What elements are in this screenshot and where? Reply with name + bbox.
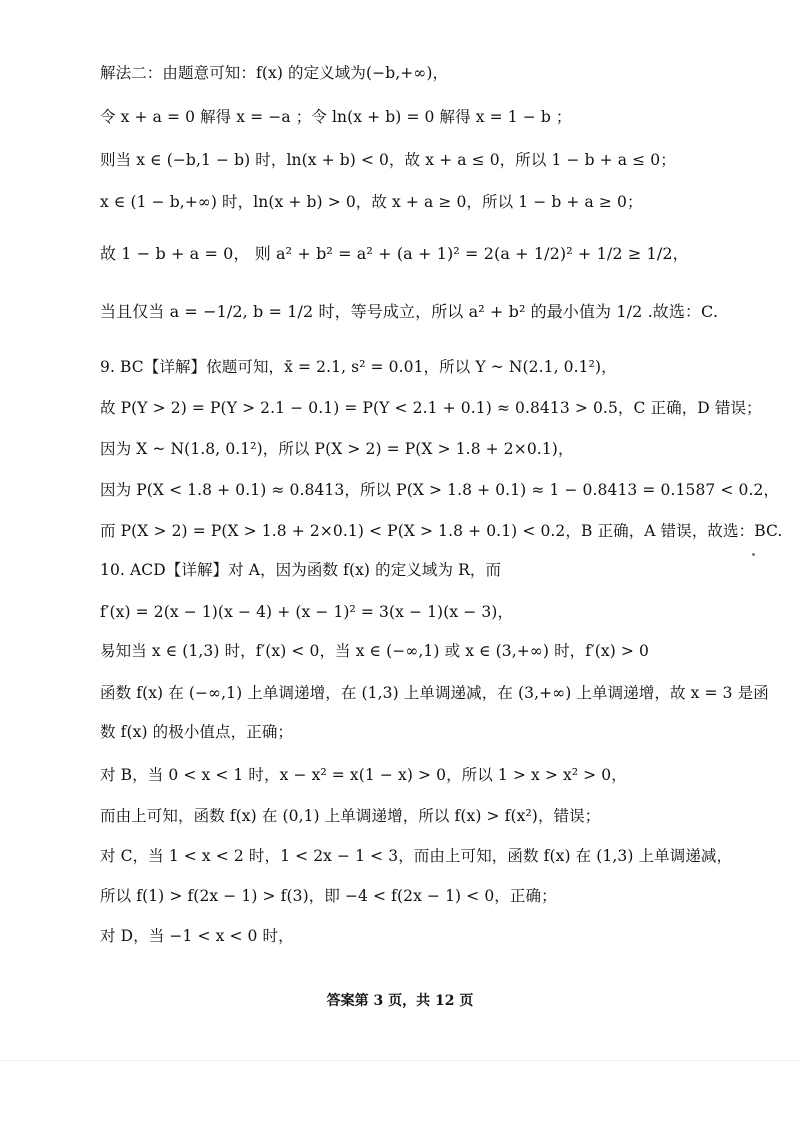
problem-9-line: 因为 P(X < 1.8 + 0.1) ≈ 0.8413，所以 P(X > 1.8 + 0.1) ≈ 1 − 0.8413 = 0.1587 < 0.2， (100, 481, 780, 499)
solution-line: 故 1 − b + a = 0， 则 a² + b² = a² + (a + 1)² = 2(a + 1/2)² + 1/2 ≥ 1/2， (100, 244, 689, 263)
page-footer: 答案第 3 页，共 12 页 (326, 993, 474, 1009)
problem-10-line: 函数 f(x) 在 (−∞,1) 上单调递增，在 (1,3) 上单调递减，在 (3,+∞) 上单调递增，故 x = 3 是函 (100, 684, 769, 702)
scan-edge-divider (0, 1060, 800, 1061)
problem-9-line: 故 P(Y > 2) = P(Y > 2.1 − 0.1) = P(Y < 2.1 + 0.1) ≈ 0.8413 > 0.5，C 正确，D 错误； (100, 399, 762, 417)
problem-9-header: 9. BC【详解】依题可知，x̄ = 2.1, s² = 0.01，所以 Y ~ N(2.1, 0.1²)， (100, 358, 617, 376)
problem-10-part-b: 而由上可知，函数 f(x) 在 (0,1) 上单调递增，所以 f(x) > f(x²)，错误； (100, 807, 601, 825)
solution-line: x ∈ (1 − b,+∞) 时，ln(x + b) > 0，故 x + a ≥ 0，所以 1 − b + a ≥ 0； (100, 193, 643, 211)
solution-conclusion-line: 当且仅当 a = −1/2, b = 1/2 时，等号成立，所以 a² + b² 的最小值为 1/2 .故选：C. (100, 302, 719, 321)
problem-10-part-b: 对 B，当 0 < x < 1 时，x − x² = x(1 − x) > 0，所以 1 > x > x² > 0， (100, 766, 627, 784)
problem-9-conclusion: 而 P(X > 2) = P(X > 1.8 + 2×0.1) < P(X > 1.8 + 0.1) < 0.2，B 正确，A 错误，故选：BC. (100, 522, 783, 540)
problem-10-part-c: 对 C，当 1 < x < 2 时，1 < 2x − 1 < 3，而由上可知，函数 f(x) 在 (1,3) 上单调递减， (100, 847, 733, 865)
problem-9-line: 因为 X ~ N(1.8, 0.1²)，所以 P(X > 2) = P(X > 1.8 + 2×0.1)， (100, 440, 574, 458)
problem-10-part-d: 对 D，当 −1 < x < 0 时， (100, 927, 294, 945)
solution-method-two-line: 解法二：由题意可知：f(x) 的定义域为(−b,+∞)， (100, 64, 449, 82)
scan-speck (752, 553, 755, 556)
problem-10-line: 易知当 x ∈ (1,3) 时，f′(x) < 0，当 x ∈ (−∞,1) 或 x ∈ (3,+∞) 时，f′(x) > 0 (100, 642, 649, 660)
solution-line: 则当 x ∈ (−b,1 − b) 时，ln(x + b) < 0，故 x + a ≤ 0，所以 1 − b + a ≤ 0； (100, 151, 676, 169)
problem-10-header: 10. ACD【详解】对 A，因为函数 f(x) 的定义域为 R，而 (100, 561, 502, 579)
problem-10-line: 数 f(x) 的极小值点，正确； (100, 723, 294, 741)
problem-10-part-c: 所以 f(1) > f(2x − 1) > f(3)，即 −4 < f(2x − 1) < 0，正确； (100, 887, 557, 905)
solution-line: 令 x + a = 0 解得 x = −a ；令 ln(x + b) = 0 解得 x = 1 − b ； (100, 108, 572, 126)
problem-10-line: f′(x) = 2(x − 1)(x − 4) + (x − 1)² = 3(x − 1)(x − 3)， (100, 603, 514, 621)
